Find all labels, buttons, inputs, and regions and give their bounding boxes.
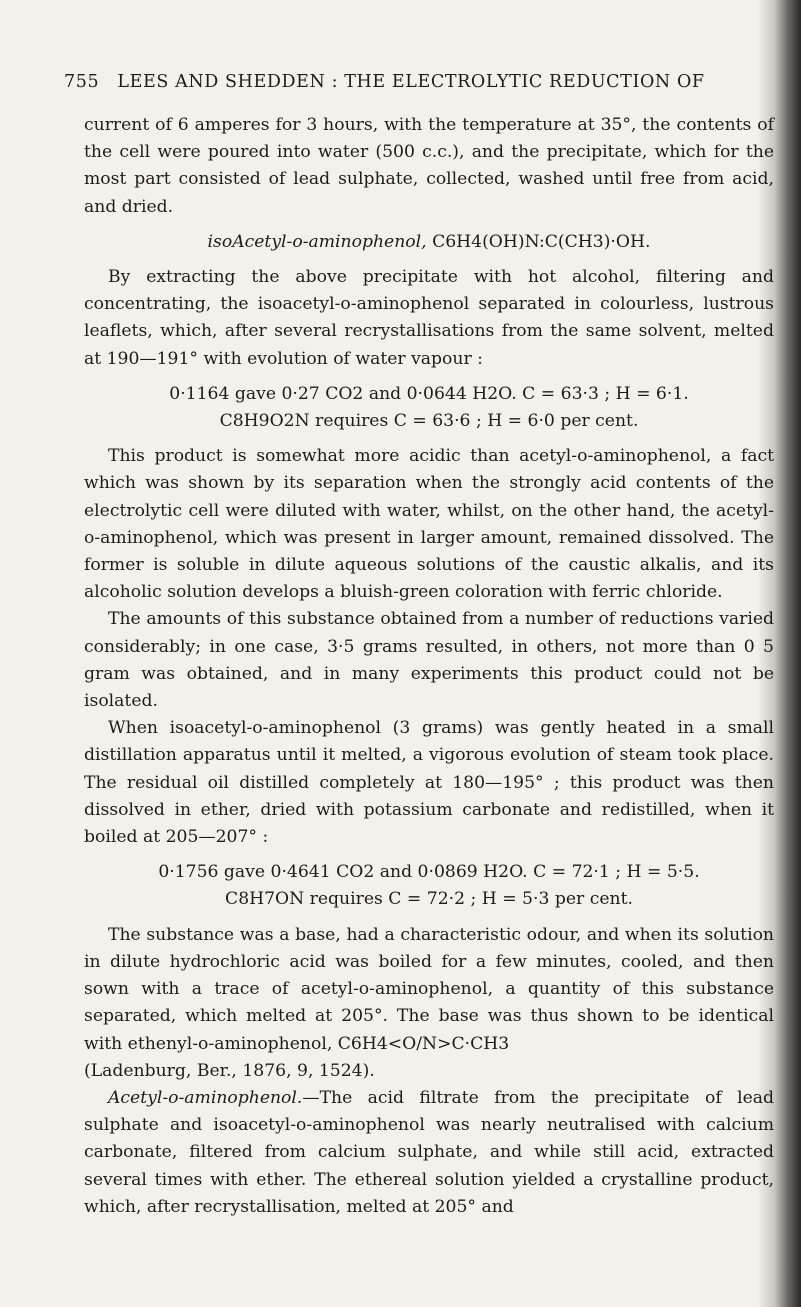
paragraph-5: When isoacetyl-o-aminophenol (3 grams) was gently heated in a small distillation apparatus until it melted, a vigorous evolution of steam took place. The residual oil distilled completely at 180—195° ; this product was then dissolved in ether, dried with potassium carbonate and redistilled, when it boiled at 205—207° : (84, 718, 774, 848)
running-title: LEES AND SHEDDEN : THE ELECTROLYTIC REDUCTION OF (117, 72, 705, 92)
paragraph-6: The substance was a base, had a characteristic odour, and when its solution in dilute hydrochloric acid was boiled for a few minutes, cooled, and then sown with a trace of acetyl-o-aminophenol, a quantity of this substance separated, which melted at 205°. The base was thus shown to be identical with ethenyl-o-aminophenol, C6H4<O/N>C·CH3 (84, 924, 774, 1054)
section-heading: Acetyl-o-aminophenol. (108, 1087, 303, 1108)
paragraph-8 (84, 1085, 774, 1221)
paragraph-1: current of 6 amperes for 3 hours, with the temperature at 35°, the contents of the cell were poured into water (500 c.c.), and the precipitate, which for the most part consisted of lead sulphate, collected, washed until free from acid, and dried. (84, 115, 774, 217)
paragraph-2: By extracting the above precipitate with hot alcohol, filtering and concentrating, the isoacetyl-o-aminophenol separated in colourless, lustrous leaflets, which, after several recrystallisations from the same solvent, melted at 190—191° with evolution of water vapour : (84, 267, 774, 369)
body-text (84, 112, 774, 1221)
paragraph-7: (Ladenburg, Ber., 1876, 9, 1524). (84, 1060, 375, 1081)
page-number: 755 (64, 72, 100, 92)
paragraph-4: The amounts of this substance obtained from a number of reductions varied considerably; in one case, 3·5 grams resulted, in others, not more than 0 5 gram was obtained, and in many experiments this product could not be isolated. (84, 609, 774, 712)
paragraph-8-text: —The acid filtrate from the precipitate of lead sulphate and isoacetyl-o-aminophenol was nearly neutralised with calcium carbonate, filtered from calcium sulphate, and while still acid, extracted several times with ether. The ethereal solution yielded a crystalline product, which, after recrystallisation, melted at 205° and (84, 1087, 774, 1217)
analysis-1-line-1: 0·1164 gave 0·27 CO2 and 0·0644 H2O. C = 63·3 ; H = 6·1. (169, 383, 689, 404)
compound-formula: C6H4(OH)N:C(CH3)·OH. (432, 231, 651, 252)
compound-heading-1 (84, 229, 774, 256)
analysis-2-line-1: 0·1756 gave 0·4641 CO2 and 0·0869 H2O. C = 72·1 ; H = 5·5. (158, 862, 700, 883)
compound-name: isoAcetyl-o-aminophenol, (207, 231, 427, 252)
analysis-2-line-2: C8H7ON requires C = 72·2 ; H = 5·3 per cent. (225, 889, 633, 910)
running-header (64, 72, 769, 92)
analysis-1-line-2: C8H9O2N requires C = 63·6 ; H = 6·0 per cent. (219, 411, 639, 432)
paragraph-3: This product is somewhat more acidic than acetyl-o-aminophenol, a fact which was shown by its separation when the strongly acid contents of the electrolytic cell were diluted with water, whilst, on the other hand, the acetyl-o-aminophenol, which was present in larger amount, remained dissolved. The former is soluble in dilute aqueous solutions of the caustic alkalis, and its alcoholic solution develops a bluish-green coloration with ferric chloride. (84, 446, 774, 603)
